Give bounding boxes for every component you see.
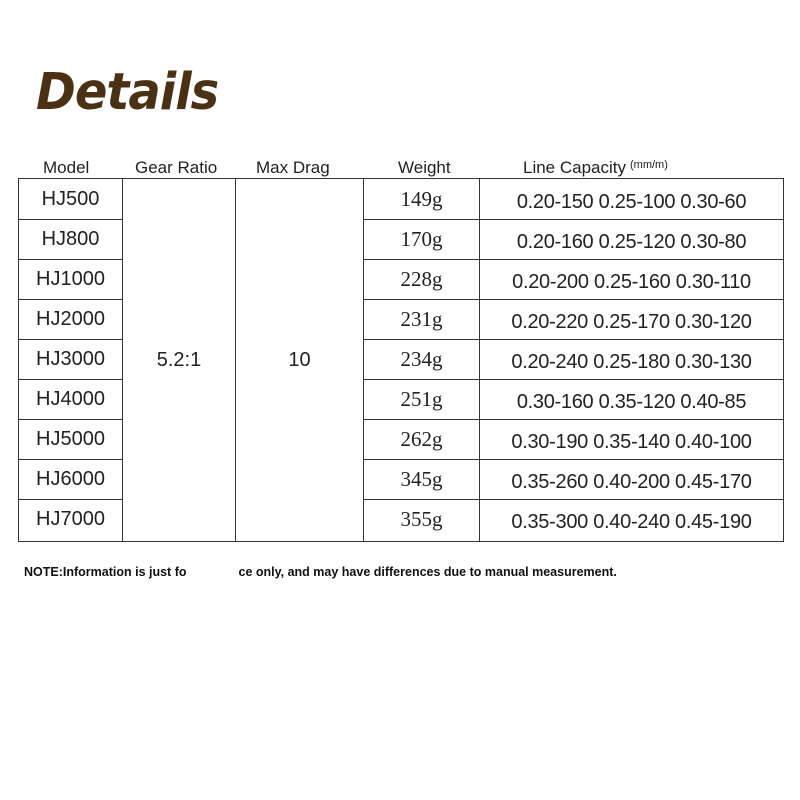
- cell-line-capacity: 0.20-150 0.25-100 0.30-60: [516, 190, 747, 213]
- cell-model: HJ7000: [36, 507, 105, 530]
- specs-table: [18, 178, 784, 542]
- footnote-part2: ce only, and may have differences due to manual measurement.: [238, 565, 617, 579]
- header-model: Model: [43, 158, 90, 177]
- page-title: Details: [36, 62, 219, 122]
- cell-line-capacity: 0.20-200 0.25-160 0.30-110: [512, 270, 751, 293]
- cell-model: HJ1000: [36, 267, 105, 290]
- cell-weight: 231g: [400, 306, 443, 331]
- header-gear-ratio: Gear Ratio: [135, 158, 218, 177]
- cell-weight: 149g: [400, 186, 443, 211]
- footnote: [24, 565, 617, 579]
- cell-line-capacity: 0.35-300 0.40-240 0.45-190: [511, 510, 752, 533]
- cell-model: HJ800: [41, 227, 100, 250]
- cell-line-capacity: 0.20-220 0.25-170 0.30-120: [511, 310, 752, 333]
- cell-weight: 234g: [400, 346, 443, 371]
- header-weight: Weight: [398, 158, 451, 177]
- cell-model: HJ2000: [36, 307, 105, 330]
- header-line-capacity-label: Line Capacity: [523, 158, 627, 177]
- cell-line-capacity: 0.30-160 0.35-120 0.40-85: [516, 390, 747, 413]
- cell-weight: 355g: [400, 506, 443, 531]
- header-max-drag: Max Drag: [256, 158, 330, 177]
- cell-weight: 228g: [400, 266, 443, 291]
- cell-line-capacity: 0.30-190 0.35-140 0.40-100: [511, 430, 752, 453]
- cell-model: HJ4000: [36, 387, 105, 410]
- cell-model: HJ3000: [36, 347, 105, 370]
- max-drag-value: 10: [288, 348, 311, 371]
- cell-model: HJ6000: [36, 467, 105, 490]
- cell-model: HJ5000: [36, 427, 105, 450]
- header-line-capacity-unit: (mm/m): [630, 159, 668, 171]
- cell-weight: 251g: [400, 386, 443, 411]
- gear-ratio-value: 5.2:1: [156, 348, 202, 371]
- cell-weight: 262g: [400, 426, 443, 451]
- cell-line-capacity: 0.20-240 0.25-180 0.30-130: [511, 350, 752, 373]
- footnote-part1: NOTE:Information is just fo: [24, 565, 187, 579]
- cell-line-capacity: 0.20-160 0.25-120 0.30-80: [516, 230, 747, 253]
- header-line-capacity: [523, 158, 668, 178]
- cell-line-capacity: 0.35-260 0.40-200 0.45-170: [511, 470, 752, 493]
- cell-weight: 345g: [400, 466, 443, 491]
- cell-model: HJ500: [41, 187, 100, 210]
- cell-weight: 170g: [400, 226, 443, 251]
